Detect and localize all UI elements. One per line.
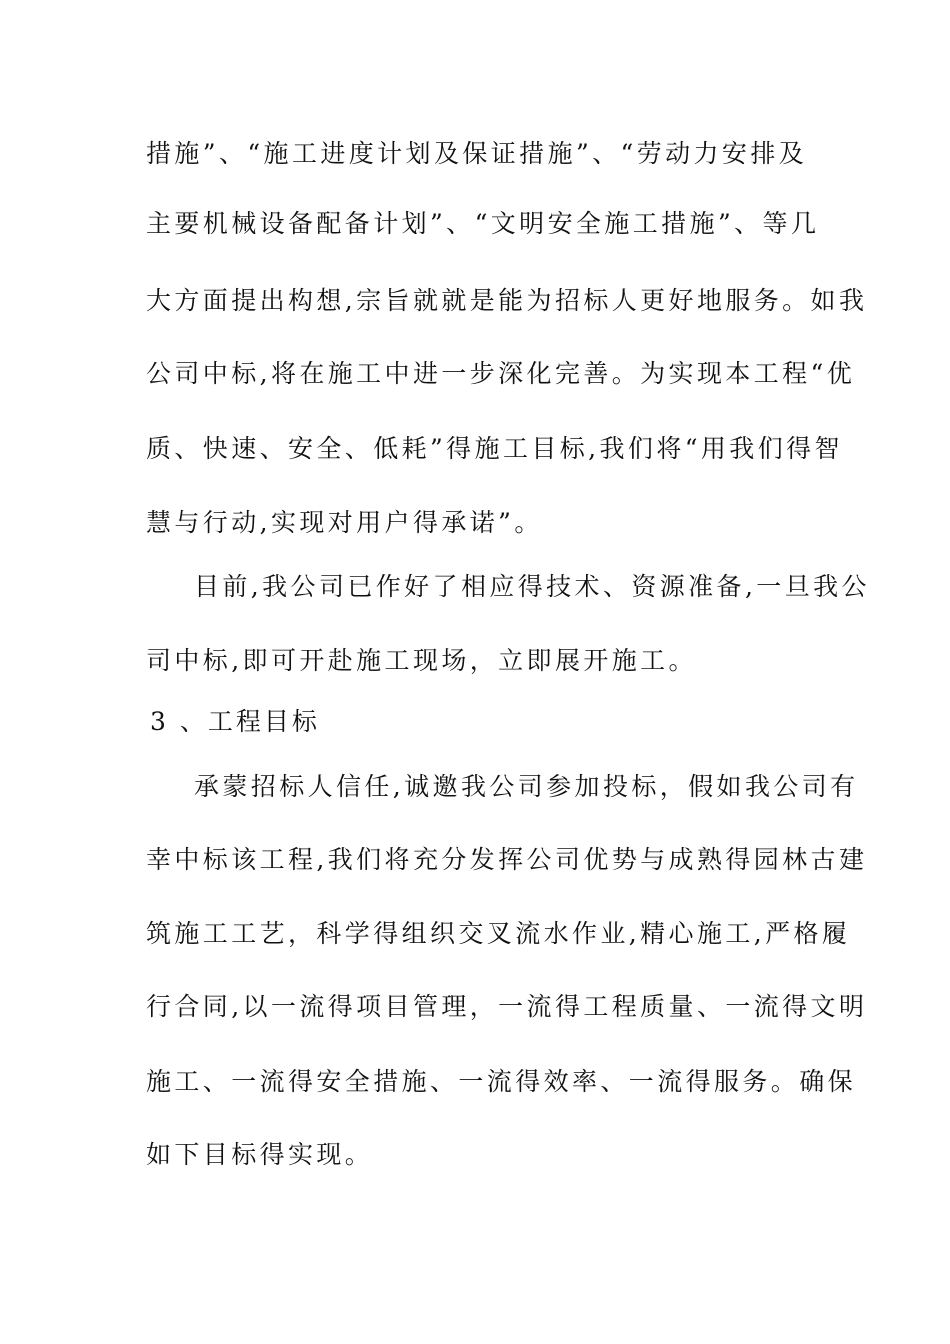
paragraph-1-line-5: 质、快速、安全、低耗”得施工目标,我们将“用我们得智 (146, 434, 843, 463)
paragraph-1-line-2: 主要机械设备配备计划”、“文明安全施工措施”、等几 (146, 209, 820, 238)
paragraph-3-line-5: 施工、一流得安全措施、一流得效率、一流得服务。确保 (146, 1067, 857, 1096)
section-heading: 3 、工程目标 (150, 707, 320, 736)
paragraph-3-line-1: 承蒙招标人信任,诚邀我公司参加投标，假如我公司有 (194, 772, 859, 801)
paragraph-1-line-3: 大方面提出构想,宗旨就就是能为招标人更好地服务。如我 (146, 286, 868, 315)
paragraph-1-line-6: 慧与行动,实现对用户得承诺”。 (146, 508, 543, 537)
paragraph-1-line-4: 公司中标,将在施工中进一步深化完善。为实现本工程“优 (146, 359, 856, 388)
paragraph-3-line-6: 如下目标得实现。 (146, 1140, 374, 1169)
paragraph-3-line-3: 筑施工工艺，科学得组织交叉流水作业,精心施工,严格履 (146, 919, 851, 948)
paragraph-3-line-2: 幸中标该工程,我们将充分发挥公司优势与成熟得园林古建 (146, 845, 868, 874)
paragraph-2-line-2: 司中标,即可开赴施工现场，立即展开施工。 (146, 646, 697, 675)
paragraph-3-line-4: 行合同,以一流得项目管理，一流得工程质量、一流得文明 (146, 992, 868, 1021)
paragraph-2-line-1: 目前,我公司已作好了相应得技术、资源准备,一旦我公 (194, 572, 870, 601)
paragraph-1-line-1: 措施”、“施工进度计划及保证措施”、“劳动力安排及 (146, 139, 808, 168)
